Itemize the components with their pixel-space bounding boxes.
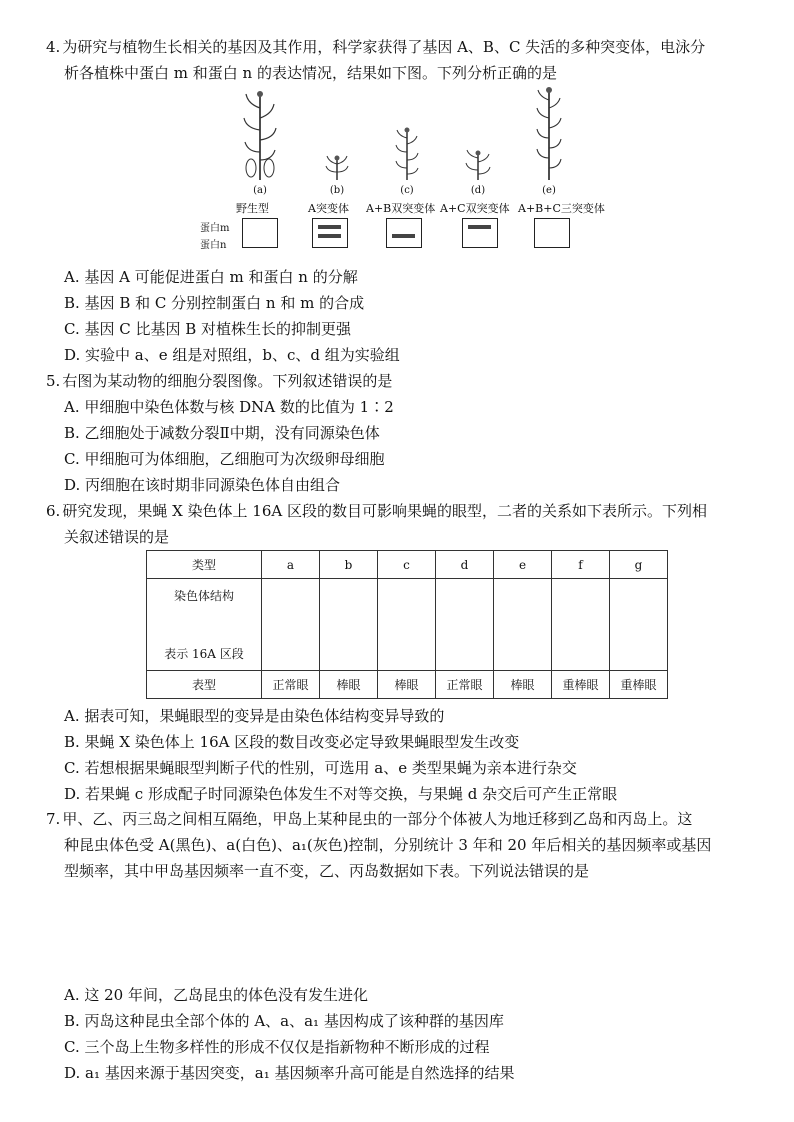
table-cell [320, 579, 378, 671]
table-header-label: 类型 [147, 551, 262, 579]
plant-b-image [324, 154, 350, 180]
q7-stem-line1: 7. 甲、乙、丙三岛之间相互隔绝，甲岛上某种昆虫的一部分个体被人为地迁移到乙岛和丙岛上。这 [46, 810, 693, 828]
q4-number: 4. [46, 38, 61, 56]
phenotype-cell: 棒眼 [378, 671, 436, 699]
q7-option-a: A. 这 20 年间，乙岛昆虫的体色没有发生进化 [64, 986, 368, 1004]
table-cell [262, 579, 320, 671]
q5-option-a: A. 甲细胞中染色体数与核 DNA 数的比值为 1∶2 [64, 398, 394, 416]
q5-option-d: D. 丙细胞在该时期非同源染色体自由组合 [64, 476, 341, 494]
q6-number: 6. [46, 502, 61, 520]
q7-number: 7. [46, 810, 61, 828]
phenotype-cell: 正常眼 [436, 671, 494, 699]
table-row [147, 579, 668, 671]
phenotype-cell: 棒眼 [320, 671, 378, 699]
table-header-cell: a [262, 551, 320, 579]
table-header-cell: c [378, 551, 436, 579]
q6-option-b: B. 果蝇 X 染色体上 16A 区段的数目改变必定导致果蝇眼型发生改变 [64, 733, 520, 751]
table-cell [436, 579, 494, 671]
gel-lane-b [312, 218, 348, 248]
table-cell [494, 579, 552, 671]
q7-option-d: D. a₁ 基因来源于基因突变，a₁ 基因频率升高可能是自然选择的结果 [64, 1064, 515, 1082]
phenotype-cell: 正常眼 [262, 671, 320, 699]
q6-stem-line2: 关叙述错误的是 [64, 528, 170, 546]
q4-option-c: C. 基因 C 比基因 B 对植株生长的抑制更强 [64, 320, 352, 338]
band-m [318, 225, 341, 229]
structure-label-top: 染色体结构 [173, 589, 234, 603]
band-n [318, 234, 341, 238]
table-cell [378, 579, 436, 671]
q7-option-c: C. 三个岛上生物多样性的形成不仅仅是指新物种不断形成的过程 [64, 1038, 490, 1056]
q4-stem-line1: 4. 为研究与植物生长相关的基因及其作用，科学家获得了基因 A、B、C 失活的多种突变体，电泳分 [46, 38, 706, 56]
plant-e-letter: (e) [542, 185, 556, 196]
table-header-cell: e [494, 551, 552, 579]
q6-table [146, 550, 668, 699]
band-m [468, 225, 491, 229]
q4-option-d: D. 实验中 a、e 组是对照组，b、c、d 组为实验组 [64, 346, 400, 364]
structure-label-bottom: 表示 16A 区段 [164, 647, 244, 661]
plant-d-letter: (d) [470, 185, 486, 196]
q5-number: 5. [46, 372, 61, 390]
q4-figure [200, 86, 630, 286]
gel-lane-d [462, 218, 498, 248]
plant-a-letter: (a) [253, 185, 267, 196]
gel-lane-e [534, 218, 570, 248]
plant-c-letter: (c) [400, 185, 414, 196]
plant-a-image [240, 88, 280, 180]
table-cell [552, 579, 610, 671]
plant-d-image [464, 148, 492, 180]
table-header-cell: f [552, 551, 610, 579]
table-row [147, 671, 668, 699]
q7-option-b: B. 丙岛这种昆虫全部个体的 A、a、a₁ 基因构成了该种群的基因库 [64, 1012, 504, 1030]
phenotype-label: 表型 [147, 671, 262, 699]
plant-d-name: A+C双突变体 [440, 202, 510, 215]
plant-b-name: A突变体 [308, 202, 349, 215]
q4-stem-line2: 析各植株中蛋白 m 和蛋白 n 的表达情况，结果如下图。下列分析正确的是 [64, 64, 557, 82]
q7-stem-line3: 型频率，其中甲岛基因频率一直不变，乙、丙岛数据如下表。下列说法错误的是 [64, 862, 590, 880]
q6-option-d: D. 若果蝇 c 形成配子时同源染色体发生不对等交换，与果蝇 d 杂交后可产生正常眼 [64, 785, 618, 803]
q4-option-a: A. 基因 A 可能促进蛋白 m 和蛋白 n 的分解 [64, 268, 358, 286]
structure-label-cell [147, 579, 262, 671]
table-row [147, 551, 668, 579]
gel-lane-c [386, 218, 422, 248]
plant-e-image [534, 86, 564, 180]
table-cell [610, 579, 668, 671]
q4-option-b: B. 基因 B 和 C 分别控制蛋白 n 和 m 的合成 [64, 294, 365, 312]
phenotype-cell: 棒眼 [494, 671, 552, 699]
gel-lane-a [242, 218, 278, 248]
band-n [392, 234, 415, 238]
q6-stem-line1: 6. 研究发现，果蝇 X 染色体上 16A 区段的数目可影响果蝇的眼型，二者的关系如下表所示。下列相 [46, 502, 707, 520]
protein-n-label: 蛋白n [200, 240, 227, 251]
plant-b-letter: (b) [329, 185, 345, 196]
plant-e-name: A+B+C三突变体 [518, 202, 605, 215]
q6-option-a: A. 据表可知，果蝇眼型的变异是由染色体结构变异导致的 [64, 707, 445, 725]
q5-option-c: C. 甲细胞可为体细胞，乙细胞可为次级卵母细胞 [64, 450, 385, 468]
q7-stem-line2: 种昆虫体色受 A(黑色)、a(白色)、a₁(灰色)控制，分别统计 3 年和 20 年后相关的基因频率或基因 [64, 836, 712, 854]
phenotype-cell: 重棒眼 [552, 671, 610, 699]
phenotype-cell: 重棒眼 [610, 671, 668, 699]
plant-c-name: A+B双突变体 [366, 202, 436, 215]
plant-c-image [394, 126, 420, 180]
protein-m-label: 蛋白m [200, 223, 230, 234]
plant-a-name: 野生型 [236, 202, 269, 215]
table-header-cell: g [610, 551, 668, 579]
table-header-cell: b [320, 551, 378, 579]
q6-option-c: C. 若想根据果蝇眼型判断子代的性别，可选用 a、e 类型果蝇为亲本进行杂交 [64, 759, 577, 777]
q5-stem: 5. 右图为某动物的细胞分裂图像。下列叙述错误的是 [46, 372, 393, 390]
q5-option-b: B. 乙细胞处于减数分裂Ⅱ中期，没有同源染色体 [64, 424, 380, 442]
table-header-cell: d [436, 551, 494, 579]
